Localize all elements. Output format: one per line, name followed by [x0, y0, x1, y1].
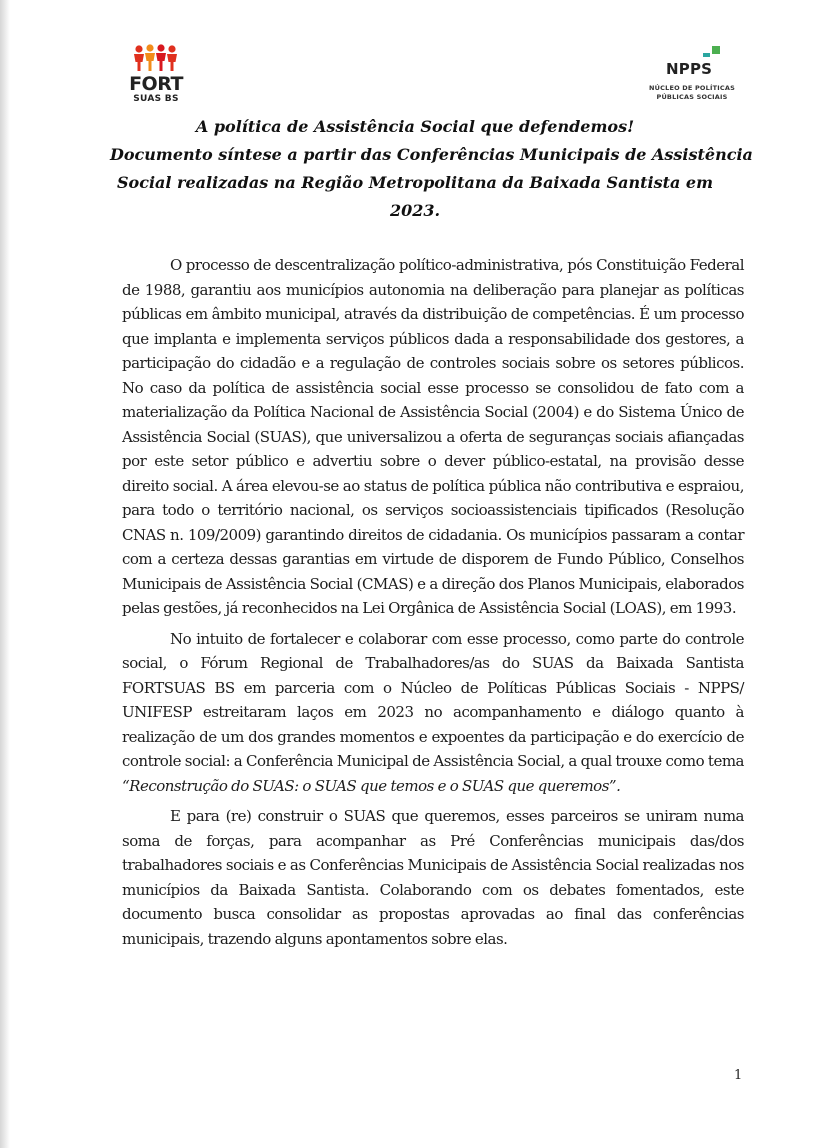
npps-squares-icon — [702, 46, 722, 60]
title-line-1: A política de Assistência Social que defendemos! — [195, 117, 635, 136]
paragraph-3 — [122, 804, 744, 951]
npps-subtitle-line-2: PÚBLICAS SOCIAIS — [656, 93, 728, 101]
title-line-2: Documento síntese a partir das Conferências Municipais de Assistência — [110, 145, 753, 164]
document-body — [122, 253, 744, 951]
page-edge-shadow — [0, 0, 10, 1148]
paragraph-2 — [122, 627, 744, 799]
fort-logo-subtitle: SUAS BS — [133, 94, 179, 104]
fort-logo-name: FORT — [129, 73, 183, 95]
npps-logo-name: NPPS — [666, 60, 713, 78]
paragraph-2-text: No intuito de fortalecer e colaborar com esse processo, como parte do controle social, o Fórum Regional de Trabalhadores/as do SUAS da Baixada Santista FORTSUAS BS em parceria com o Núcleo de Políticas Públicas Sociais - NPPS/ UNIFESP estreitaram laços em 2023 no acompanhamento e diálogo quanto à realização de um dos grandes momentos e expoentes da participação e do exercício de controle social: a Conferência Municipal de Assistência Social, a qual trouxe como tema — [122, 629, 744, 770]
npps-logo — [640, 44, 750, 104]
paragraph-1 — [122, 253, 744, 621]
paragraph-1-text: O processo de descentralização político-administrativa, pós Constituição Federal de 1988, garantiu aos municípios autonomia na deliberação para planejar as políticas públicas em âmbito municipal, através da distribuição de competências. É um processo que implanta e implementa serviços públicos dada a responsabilidade dos gestores, a participação do cidadão e a regulação de controles sociais sobre os setores públicos. No caso da política de assistência social esse processo se consolidou de fato com a materialização da Política Nacional de Assistência Social (2004) e do Sistema Único de Assistência Social (SUAS), que universalizou a oferta de seguranças sociais afiançadas por este setor público e advertiu sobre o dever público-estatal, na provisão desse direito social. A área elevou-se ao status de política pública não contributiva e espraiou, para todo o território nacional, os serviços socioassistenciais tipificados (Resolução CNAS n. 109/2009) garantindo direitos de cidadania. Os municípios passaram a contar com a certeza dessas garantias em virtude de disporem de Fundo Público, Conselhos Municipais de Assistência Social (CMAS) e a direção dos Planos Municipais, elaborados pelas gestões, já reconhecidos na Lei Orgânica de Assistência Social (LOAS), em 1993. — [122, 256, 744, 617]
title-line-3: Social realizadas na Região Metropolitana da Baixada Santista em — [116, 173, 714, 192]
title-line-4: 2023. — [389, 201, 441, 220]
fortsuas-logo — [125, 44, 187, 106]
document-title — [110, 113, 753, 225]
page-number: 1 — [734, 1068, 743, 1083]
people-icon — [133, 44, 179, 74]
conference-theme: “Reconstrução do SUAS: o SUAS que temos e o SUAS que queremos”. — [122, 776, 621, 795]
npps-subtitle-line-1: NÚCLEO DE POLÍTICAS — [649, 84, 735, 92]
npps-logo-subtitle — [640, 84, 744, 102]
paragraph-3-text: E para (re) construir o SUAS que queremos, esses parceiros se uniram numa soma de forças, para acompanhar as Pré Conferências municipais das/dos trabalhadores sociais e as Conferências Municipais de Assistência Social realizadas nos municípios da Baixada Santista. Colaborando com os debates fomentados, este documento busca consolidar as propostas aprovadas ao final das conferências municipais, trazendo alguns apontamentos sobre elas. — [122, 807, 744, 948]
